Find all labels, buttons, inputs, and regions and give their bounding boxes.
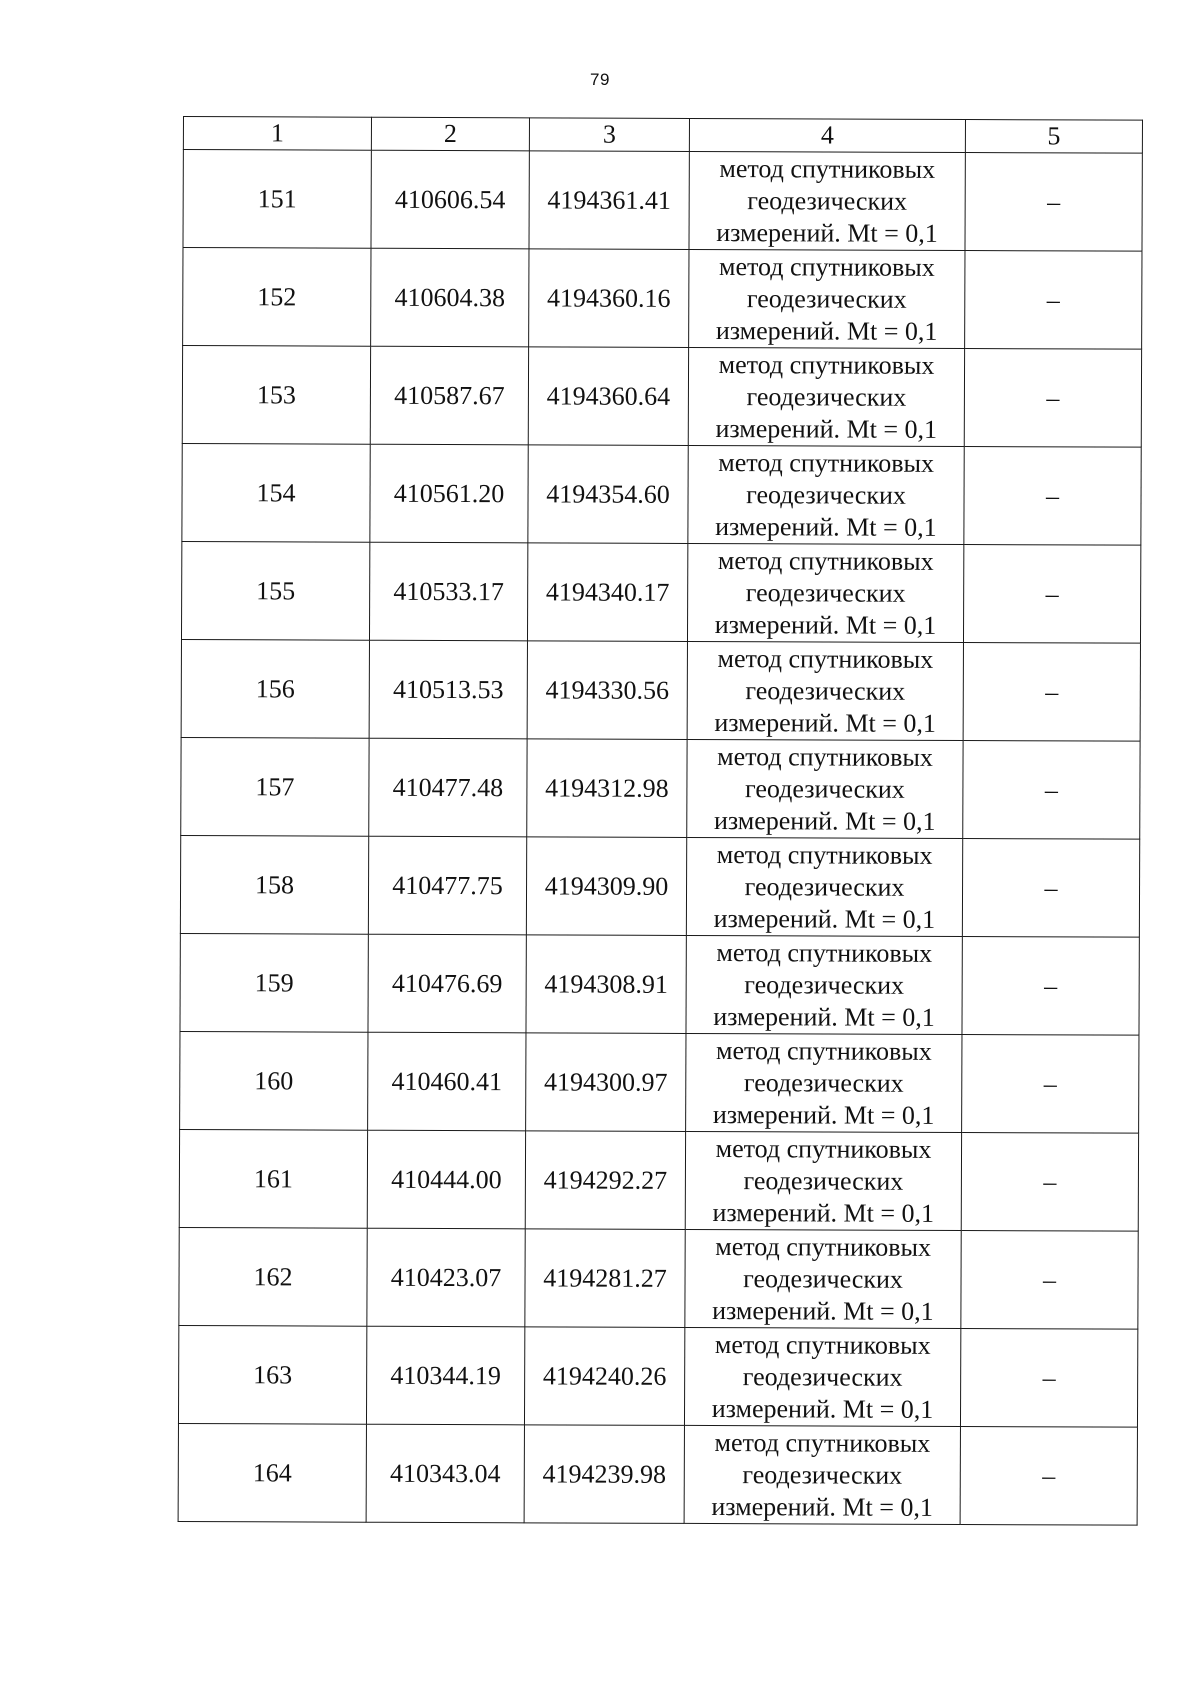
note-cell: –: [961, 1230, 1138, 1329]
x-coordinate-cell: 410476.69: [368, 934, 526, 1033]
table-row: [181, 737, 1140, 839]
point-number-cell: 161: [179, 1129, 367, 1228]
x-coordinate-cell: 410344.19: [366, 1326, 524, 1425]
point-number-cell: 159: [180, 933, 368, 1032]
point-number-cell: 158: [180, 835, 368, 934]
method-cell: метод спутниковых геодезических измерений. Mt = 0,1: [686, 935, 962, 1034]
x-coordinate-cell: 410587.67: [370, 346, 528, 445]
table-row: [182, 346, 1141, 448]
x-coordinate-cell: 410477.48: [369, 738, 527, 837]
x-coordinate-cell: 410423.07: [367, 1228, 525, 1327]
y-coordinate-cell: 4194361.41: [529, 151, 689, 250]
point-number-cell: 163: [178, 1325, 366, 1424]
x-coordinate-cell: 410606.54: [371, 150, 529, 249]
method-cell: метод спутниковых геодезических измерений. Mt = 0,1: [687, 641, 963, 740]
note-cell: –: [963, 741, 1140, 840]
method-cell: метод спутниковых геодезических измерений. Mt = 0,1: [684, 1327, 960, 1426]
header-cell-3: 3: [529, 118, 689, 152]
y-coordinate-cell: 4194312.98: [527, 739, 687, 838]
method-cell: метод спутниковых геодезических измерений. Mt = 0,1: [685, 1131, 961, 1230]
note-cell: –: [961, 1132, 1138, 1231]
y-coordinate-cell: 4194292.27: [525, 1131, 685, 1230]
y-coordinate-cell: 4194360.64: [528, 347, 688, 446]
header-cell-1: 1: [183, 117, 371, 151]
y-coordinate-cell: 4194340.17: [527, 543, 687, 642]
method-cell: метод спутниковых геодезических измерений. Mt = 0,1: [688, 445, 964, 544]
table-row: [178, 1423, 1137, 1525]
table-row: [179, 1227, 1138, 1329]
point-number-cell: 164: [178, 1423, 366, 1522]
y-coordinate-cell: 4194354.60: [528, 445, 688, 544]
point-number-cell: 155: [181, 541, 369, 640]
point-number-cell: 157: [181, 737, 369, 836]
note-cell: –: [960, 1426, 1137, 1525]
y-coordinate-cell: 4194309.90: [526, 837, 686, 936]
x-coordinate-cell: 410561.20: [370, 444, 528, 543]
method-cell: метод спутниковых геодезических измерений. Mt = 0,1: [688, 347, 964, 446]
table-body: [178, 117, 1142, 1526]
x-coordinate-cell: 410477.75: [368, 836, 526, 935]
point-number-cell: 151: [183, 150, 371, 249]
table-row: [182, 443, 1141, 545]
page-number: 79: [590, 70, 610, 89]
note-cell: –: [963, 643, 1140, 742]
method-cell: метод спутниковых геодезических измерений. Mt = 0,1: [684, 1425, 960, 1524]
method-cell: метод спутниковых геодезических измерений. Mt = 0,1: [685, 1229, 961, 1328]
x-coordinate-cell: 410604.38: [371, 248, 529, 347]
note-cell: –: [964, 447, 1141, 546]
note-cell: –: [960, 1328, 1137, 1427]
note-cell: –: [962, 1034, 1139, 1133]
note-cell: –: [964, 349, 1141, 448]
table-row: [180, 1031, 1139, 1133]
note-cell: –: [962, 838, 1139, 937]
note-cell: –: [962, 936, 1139, 1035]
header-cell-5: 5: [965, 120, 1142, 154]
coordinates-table: [178, 116, 1143, 1526]
x-coordinate-cell: 410460.41: [368, 1032, 526, 1131]
table-row: [180, 835, 1139, 937]
method-cell: метод спутниковых геодезических измерений. Mt = 0,1: [687, 739, 963, 838]
point-number-cell: 152: [183, 248, 371, 347]
point-number-cell: 153: [182, 346, 370, 445]
table-row: [178, 1325, 1137, 1427]
point-number-cell: 156: [181, 639, 369, 738]
table-row: [179, 1129, 1138, 1231]
method-cell: метод спутниковых геодезических измерений. Mt = 0,1: [687, 543, 963, 642]
point-number-cell: 154: [182, 443, 370, 542]
x-coordinate-cell: 410533.17: [369, 542, 527, 641]
method-cell: метод спутниковых геодезических измерений. Mt = 0,1: [686, 1033, 962, 1132]
y-coordinate-cell: 4194281.27: [525, 1229, 685, 1328]
y-coordinate-cell: 4194239.98: [524, 1425, 684, 1524]
table-row: [181, 639, 1140, 741]
point-number-cell: 160: [180, 1031, 368, 1130]
method-cell: метод спутниковых геодезических измерений. Mt = 0,1: [689, 249, 965, 348]
x-coordinate-cell: 410513.53: [369, 640, 527, 739]
point-number-cell: 162: [179, 1227, 367, 1326]
x-coordinate-cell: 410444.00: [367, 1130, 525, 1229]
table-row: [180, 933, 1139, 1035]
note-cell: –: [963, 545, 1140, 644]
note-cell: –: [965, 153, 1142, 252]
table-row: [183, 248, 1142, 350]
method-cell: метод спутниковых геодезических измерений. Mt = 0,1: [689, 151, 965, 250]
table-row: [181, 541, 1140, 643]
header-cell-2: 2: [371, 117, 529, 151]
table-header-row: [183, 117, 1142, 154]
method-cell: метод спутниковых геодезических измерений. Mt = 0,1: [686, 837, 962, 936]
y-coordinate-cell: 4194308.91: [526, 935, 686, 1034]
y-coordinate-cell: 4194240.26: [524, 1327, 684, 1426]
y-coordinate-cell: 4194330.56: [527, 641, 687, 740]
y-coordinate-cell: 4194360.16: [529, 249, 689, 348]
y-coordinate-cell: 4194300.97: [526, 1033, 686, 1132]
header-cell-4: 4: [689, 118, 965, 152]
table-row: [183, 150, 1142, 252]
note-cell: –: [965, 251, 1142, 350]
x-coordinate-cell: 410343.04: [366, 1424, 524, 1523]
